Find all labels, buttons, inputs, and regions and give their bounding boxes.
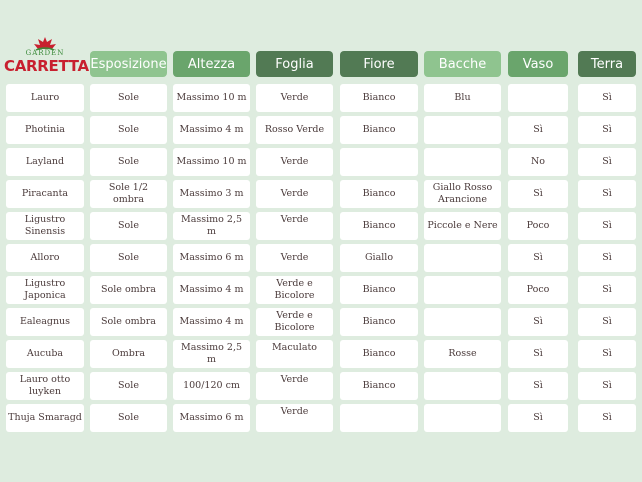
table-cell — [340, 404, 418, 432]
column-header-foglia: Foglia — [256, 51, 333, 77]
table-cell — [424, 276, 501, 304]
table-cell: Poco — [508, 276, 568, 304]
table-cell: Verde — [256, 180, 333, 208]
table-cell: Bianco — [340, 340, 418, 368]
plant-name-cell: Layland — [6, 148, 84, 176]
table-cell: Bianco — [340, 276, 418, 304]
table-cell: Sole — [90, 404, 167, 432]
table-cell — [424, 308, 501, 336]
table-cell: Sì — [578, 212, 636, 240]
table-cell: Sì — [578, 180, 636, 208]
table-cell — [424, 404, 501, 432]
logo-brand-name: CARRETTA — [4, 57, 89, 75]
column-header-bacche: Bacche — [424, 51, 501, 77]
column-header-fiore: Fiore — [340, 51, 418, 77]
table-cell: Sole — [90, 212, 167, 240]
table-cell: Sì — [578, 148, 636, 176]
table-cell: Giallo — [340, 244, 418, 272]
table-cell: Sole 1/2 ombra — [90, 180, 167, 208]
table-cell: Rosso Verde — [256, 116, 333, 144]
table-cell: Piccole e Nere — [424, 212, 501, 240]
table-cell: Sì — [578, 404, 636, 432]
table-cell: Massimo 4 m — [173, 276, 250, 304]
plant-name-cell: Ealeagnus — [6, 308, 84, 336]
table-cell: Sì — [578, 308, 636, 336]
table-cell: Sì — [508, 372, 568, 400]
table-cell: Sì — [578, 372, 636, 400]
table-cell: Sì — [508, 180, 568, 208]
plant-name-cell: Lauro otto luyken — [6, 372, 84, 400]
table-cell: Massimo 6 m — [173, 404, 250, 432]
table-cell: Massimo 2,5 m — [173, 340, 250, 368]
table-cell: Verde e Bicolore — [256, 308, 333, 336]
table-cell: Massimo 4 m — [173, 308, 250, 336]
table-cell — [424, 244, 501, 272]
table-cell: Verde — [256, 148, 333, 176]
table-cell — [508, 84, 568, 112]
table-cell: Ombra — [90, 340, 167, 368]
table-cell: Sì — [508, 308, 568, 336]
table-cell: Maculato — [256, 340, 333, 368]
table-cell — [340, 148, 418, 176]
table-cell: Sì — [578, 276, 636, 304]
table-cell: Bianco — [340, 84, 418, 112]
plant-name-cell: Thuja Smaragd — [6, 404, 84, 432]
table-cell: Sole ombra — [90, 308, 167, 336]
table-cell: Verde — [256, 244, 333, 272]
plant-name-cell: Piracanta — [6, 180, 84, 208]
table-cell: Sì — [578, 340, 636, 368]
plant-name-cell: Ligustro Japonica — [6, 276, 84, 304]
table-cell: Massimo 3 m — [173, 180, 250, 208]
table-cell — [424, 372, 501, 400]
table-cell: Massimo 4 m — [173, 116, 250, 144]
table-cell: Bianco — [340, 116, 418, 144]
plant-name-cell: Photinia — [6, 116, 84, 144]
column-header-terra: Terra — [578, 51, 636, 77]
plant-name-cell: Lauro — [6, 84, 84, 112]
table-cell: Sole — [90, 148, 167, 176]
table-cell: Bianco — [340, 308, 418, 336]
table-cell: Sole — [90, 116, 167, 144]
table-cell: Sì — [578, 116, 636, 144]
table-cell: 100/120 cm — [173, 372, 250, 400]
column-header-altezza: Altezza — [173, 51, 250, 77]
table-cell: Sole — [90, 244, 167, 272]
table-cell — [424, 116, 501, 144]
table-cell: Massimo 6 m — [173, 244, 250, 272]
table-cell: Massimo 2,5 m — [173, 212, 250, 240]
table-cell: Sì — [578, 244, 636, 272]
table-cell: Sole ombra — [90, 276, 167, 304]
table-cell: Sì — [508, 404, 568, 432]
table-cell: Poco — [508, 212, 568, 240]
plant-name-cell: Ligustro Sinensis — [6, 212, 84, 240]
logo — [4, 36, 89, 82]
table-cell: Verde — [256, 84, 333, 112]
table-cell: Verde e Bicolore — [256, 276, 333, 304]
table-cell: Giallo Rosso Arancione — [424, 180, 501, 208]
table-cell: Verde — [256, 372, 333, 400]
table-cell: Blu — [424, 84, 501, 112]
table-cell: Sole — [90, 372, 167, 400]
table-cell: Sì — [508, 244, 568, 272]
table-cell: Rosse — [424, 340, 501, 368]
plant-name-cell: Alloro — [6, 244, 84, 272]
table-cell: Bianco — [340, 372, 418, 400]
table-cell: Verde — [256, 404, 333, 432]
table-cell: Verde — [256, 212, 333, 240]
table-cell — [424, 148, 501, 176]
table-cell: Sì — [578, 84, 636, 112]
column-header-esposizione: Esposizione — [90, 51, 167, 77]
column-header-vaso: Vaso — [508, 51, 568, 77]
table-cell: Sì — [508, 340, 568, 368]
table-cell: Bianco — [340, 212, 418, 240]
table-cell: Sì — [508, 116, 568, 144]
table-cell: No — [508, 148, 568, 176]
table-cell: Sole — [90, 84, 167, 112]
table-cell: Bianco — [340, 180, 418, 208]
plant-name-cell: Aucuba — [6, 340, 84, 368]
logo-garden-text: GARDEN — [25, 49, 65, 57]
table-cell: Massimo 10 m — [173, 84, 250, 112]
table-cell: Massimo 10 m — [173, 148, 250, 176]
